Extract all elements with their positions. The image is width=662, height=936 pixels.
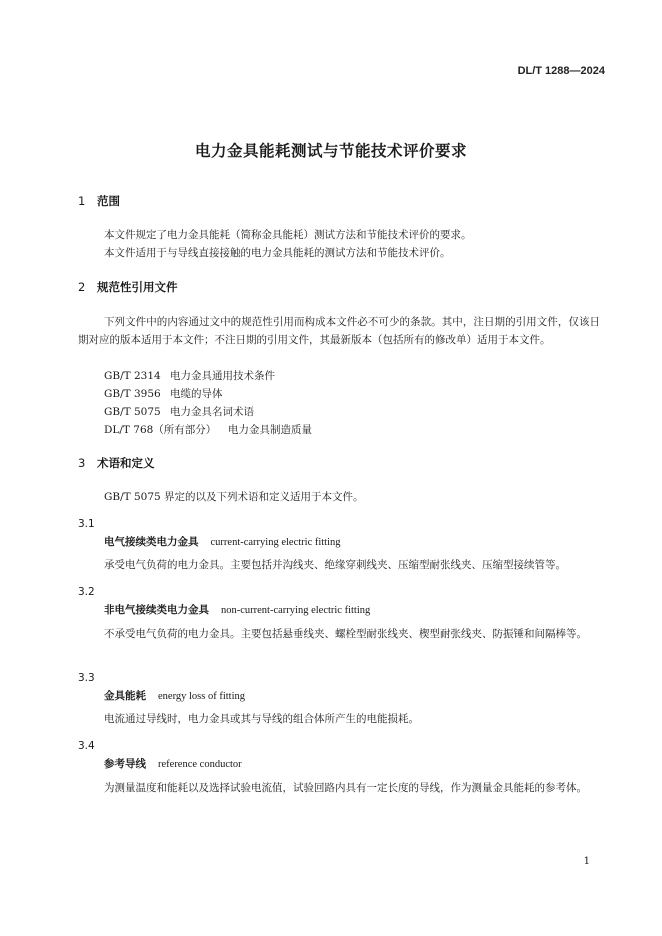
term-definition: 不承受电气负荷的电力金具。主要包括悬垂线夹、螺栓型耐张线夹、楔型耐张线夹、防振锤和间隔棒等。 [104, 628, 587, 640]
term-number: 3.4 [78, 740, 95, 752]
term-entry [104, 534, 341, 549]
reference-title: 电力金具名词术语 [170, 406, 254, 418]
section-number: 1 [78, 194, 86, 208]
term-number: 3.2 [78, 586, 95, 598]
reference-code: GB/T 2314 [104, 370, 161, 382]
section-heading-scope [78, 193, 120, 209]
term-en: current-carrying electric fitting [210, 537, 341, 548]
term-definition: 为测量温度和能耗以及选择试验电流值，试验回路内具有一定长度的导线，作为测量金具能耗的参考体。 [104, 782, 587, 794]
term-en: energy loss of fitting [158, 691, 246, 702]
reference-code: GB/T 3956 [104, 388, 161, 400]
reference-title: 电缆的导体 [170, 388, 223, 400]
reference-item [104, 403, 254, 421]
reference-item [104, 367, 275, 385]
section-title: 术语和定义 [97, 456, 155, 470]
term-entry [104, 602, 370, 617]
term-definition: 承受电气负荷的电力金具。主要包括并沟线夹、绝缘穿刺线夹、压缩型耐张线夹、压缩型接续管等。 [104, 559, 566, 571]
term-zh: 非电气接续类电力金具 [104, 604, 209, 616]
scope-paragraph-2: 本文件适用于与导线直接接触的电力金具能耗的测试方法和节能技术评价。 [104, 247, 451, 259]
term-number: 3.1 [78, 518, 95, 530]
term-number: 3.3 [78, 672, 95, 684]
terms-intro: GB/T 5075 界定的以及下列术语和定义适用于本文件。 [104, 491, 364, 503]
term-entry [104, 756, 242, 771]
term-definition: 电流通过导线时，电力金具或其与导线的组合体所产生的电能损耗。 [104, 713, 419, 725]
page-number: 1 [583, 856, 590, 867]
reference-item [104, 385, 223, 403]
term-zh: 金具能耗 [104, 690, 146, 702]
term-zh: 电气接续类电力金具 [104, 536, 199, 548]
section-title: 范围 [97, 194, 120, 208]
reference-code: DL/T 768（所有部分） [104, 424, 217, 436]
document-title: 电力金具能耗测试与节能技术评价要求 [194, 142, 467, 160]
reference-code: GB/T 5075 [104, 406, 161, 418]
document-number: DL/T 1288—2024 [517, 65, 605, 77]
reference-title: 电力金具制造质量 [228, 424, 312, 436]
section-title: 规范性引用文件 [97, 280, 178, 294]
section-number: 2 [78, 280, 86, 294]
scope-paragraph-1: 本文件规定了电力金具能耗（简称金具能耗）测试方法和节能技术评价的要求。 [104, 229, 472, 241]
term-entry [104, 688, 245, 703]
reference-title: 电力金具通用技术条件 [170, 370, 275, 382]
term-zh: 参考导线 [104, 758, 146, 770]
section-heading-terms [78, 455, 155, 471]
section-heading-normative-refs [78, 279, 178, 295]
section-number: 3 [78, 456, 86, 470]
term-en: reference conductor [158, 759, 242, 770]
normative-refs-intro: 下列文件中的内容通过文中的规范性引用而构成本文件必不可少的条款。其中，注日期的引用文件，仅该日期对应的版本适用于本文件；不注日期的引用文件，其最新版本（包括所有的修改单）适用于本文件。 [78, 316, 600, 346]
reference-item [104, 421, 312, 439]
term-en: non-current-carrying electric fitting [221, 605, 371, 616]
